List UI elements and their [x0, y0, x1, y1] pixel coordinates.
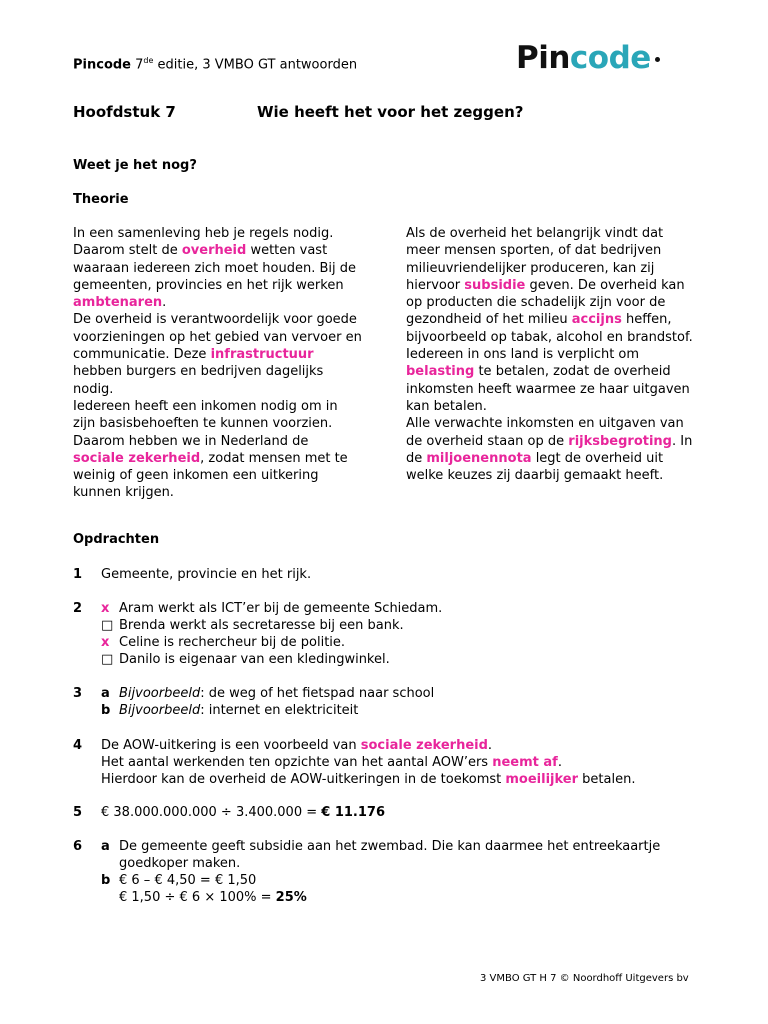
sub-answer-b: b Bijvoorbeeld: internet en elektriciteit	[101, 703, 359, 718]
page-footer: 3 VMBO GT H 7 © Noordhoff Uitgevers bv	[480, 973, 689, 984]
sub-answer-a: a De gemeente geeft subsidie aan het zwembad. Die kan daarmee het entreekaartje	[101, 839, 661, 854]
empty-checkbox-icon: □	[101, 618, 114, 633]
question-3	[73, 685, 434, 719]
pincode-logo	[516, 40, 660, 76]
header-edition: 7	[131, 57, 144, 73]
theory-right-column	[406, 225, 696, 484]
theory-paragraph: In een samenleving heb je regels nodig. Daarom stelt de overheid wetten vast waaraan iedereen zich moet houden. Bij de gemeenten, provincies en het rijk werken ambtenaren.	[73, 226, 357, 311]
section-recall-heading: Weet je het nog?	[73, 158, 197, 173]
theory-paragraph: Iedereen heeft een inkomen nodig om in zijn basisbehoeften te kunnen voorzien. Daarom hebben we in Nederland de sociale zekerheid, zodat mensen met te weinig of geen inkomen een uitkering kunnen krijgen.	[73, 398, 348, 501]
logo-part-accent: code	[569, 40, 651, 76]
choice-item: □ Brenda werkt als secretaresse bij een bank.	[101, 618, 404, 633]
header-book-name: Pincode	[73, 57, 131, 73]
keyword: ambtenaren	[73, 295, 163, 311]
header-subtitle: editie, 3 VMBO GT antwoorden	[153, 57, 358, 73]
document-header	[73, 56, 357, 72]
answer-line: Hierdoor kan de overheid de AOW-uitkeringen in de toekomst moeilijker betalen.	[101, 772, 636, 787]
sub-answer-b: b € 6 – € 4,50 = € 1,50	[101, 873, 257, 888]
question-2	[73, 600, 442, 668]
keyword: overheid	[181, 243, 247, 259]
question-number: 6	[73, 839, 83, 854]
choice-item: x Celine is rechercheur bij de politie.	[101, 635, 346, 650]
section-assignments-heading: Opdrachten	[73, 532, 160, 547]
theory-paragraph: Iedereen in ons land is verplicht om belasting te betalen, zodat de overheid inkomsten heeft waarmee ze haar uitgaven kan betalen.	[406, 347, 690, 414]
checked-mark-icon: x	[101, 601, 110, 616]
question-number: 5	[73, 805, 83, 820]
theory-paragraph: De overheid is verantwoordelijk voor goede voorzieningen op het gebied van vervoer en communicatie. Deze infrastructuur hebben burgers en bedrijven dagelijks nodig.	[73, 312, 362, 397]
keyword: subsidie	[464, 277, 526, 293]
choice-item: □ Danilo is eigenaar van een kledingwinkel.	[101, 652, 390, 667]
keyword: infrastructuur	[210, 347, 314, 363]
answer-line: € 38.000.000.000 ÷ 3.400.000 = € 11.176	[101, 805, 386, 820]
question-5	[73, 804, 385, 821]
keyword: sociale zekerheid	[360, 738, 488, 753]
question-number: 2	[73, 601, 83, 616]
chapter-number: Hoofdstuk 7	[73, 103, 176, 121]
theory-paragraph: Als de overheid het belangrijk vindt dat meer mensen sporten, of dat bedrijven milieuvriendelijker produceren, kan zij hiervoor subsidie geven. De overheid kan op producten die schadelijk zijn voor de gezondheid of het milieu accijns heffen, bijvoorbeeld op tabak, alcohol en brandstof.	[406, 226, 693, 345]
header-edition-sup: de	[143, 56, 154, 65]
final-answer: 25%	[275, 890, 307, 905]
question-4	[73, 737, 635, 788]
question-number: 4	[73, 738, 83, 753]
keyword: moeilijker	[505, 772, 579, 787]
theory-left-column	[73, 225, 363, 502]
keyword: neemt af	[492, 755, 558, 770]
keyword: rijksbegroting	[568, 433, 672, 449]
question-number: 1	[73, 567, 83, 582]
keyword: sociale zekerheid	[73, 450, 201, 466]
sub-answer-a-continued: goedkoper maken.	[119, 856, 241, 871]
chapter-title: Wie heeft het voor het zeggen?	[257, 103, 524, 121]
empty-checkbox-icon: □	[101, 652, 114, 667]
answer-line: De AOW-uitkering is een voorbeeld van sociale zekerheid.	[101, 738, 493, 753]
logo-part-dark: Pin	[516, 40, 570, 76]
theory-paragraph: Alle verwachte inkomsten en uitgaven van de overheid staan op de rijksbegroting. In de miljoenennota legt de overheid uit welke keuzes zij daarbij gemaakt heeft.	[406, 416, 693, 484]
section-theory-heading: Theorie	[73, 192, 129, 207]
keyword: belasting	[406, 364, 475, 380]
question-1	[73, 566, 311, 583]
answer-text: Gemeente, provincie en het rijk.	[101, 567, 312, 582]
final-answer: € 11.176	[321, 805, 386, 820]
answer-line: Het aantal werkenden ten opzichte van het aantal AOW’ers neemt af.	[101, 755, 562, 770]
logo-dot-icon	[655, 57, 660, 62]
keyword: accijns	[571, 312, 622, 328]
choice-item: x Aram werkt als ICT’er bij de gemeente Schiedam.	[101, 601, 443, 616]
question-number: 3	[73, 686, 83, 701]
checked-mark-icon: x	[101, 635, 110, 650]
keyword: miljoenennota	[426, 450, 532, 466]
sub-answer-b-continued: € 1,50 ÷ € 6 × 100% = 25%	[119, 890, 307, 905]
sub-answer-a: a Bijvoorbeeld: de weg of het fietspad naar school	[101, 686, 435, 701]
question-6	[73, 838, 660, 906]
